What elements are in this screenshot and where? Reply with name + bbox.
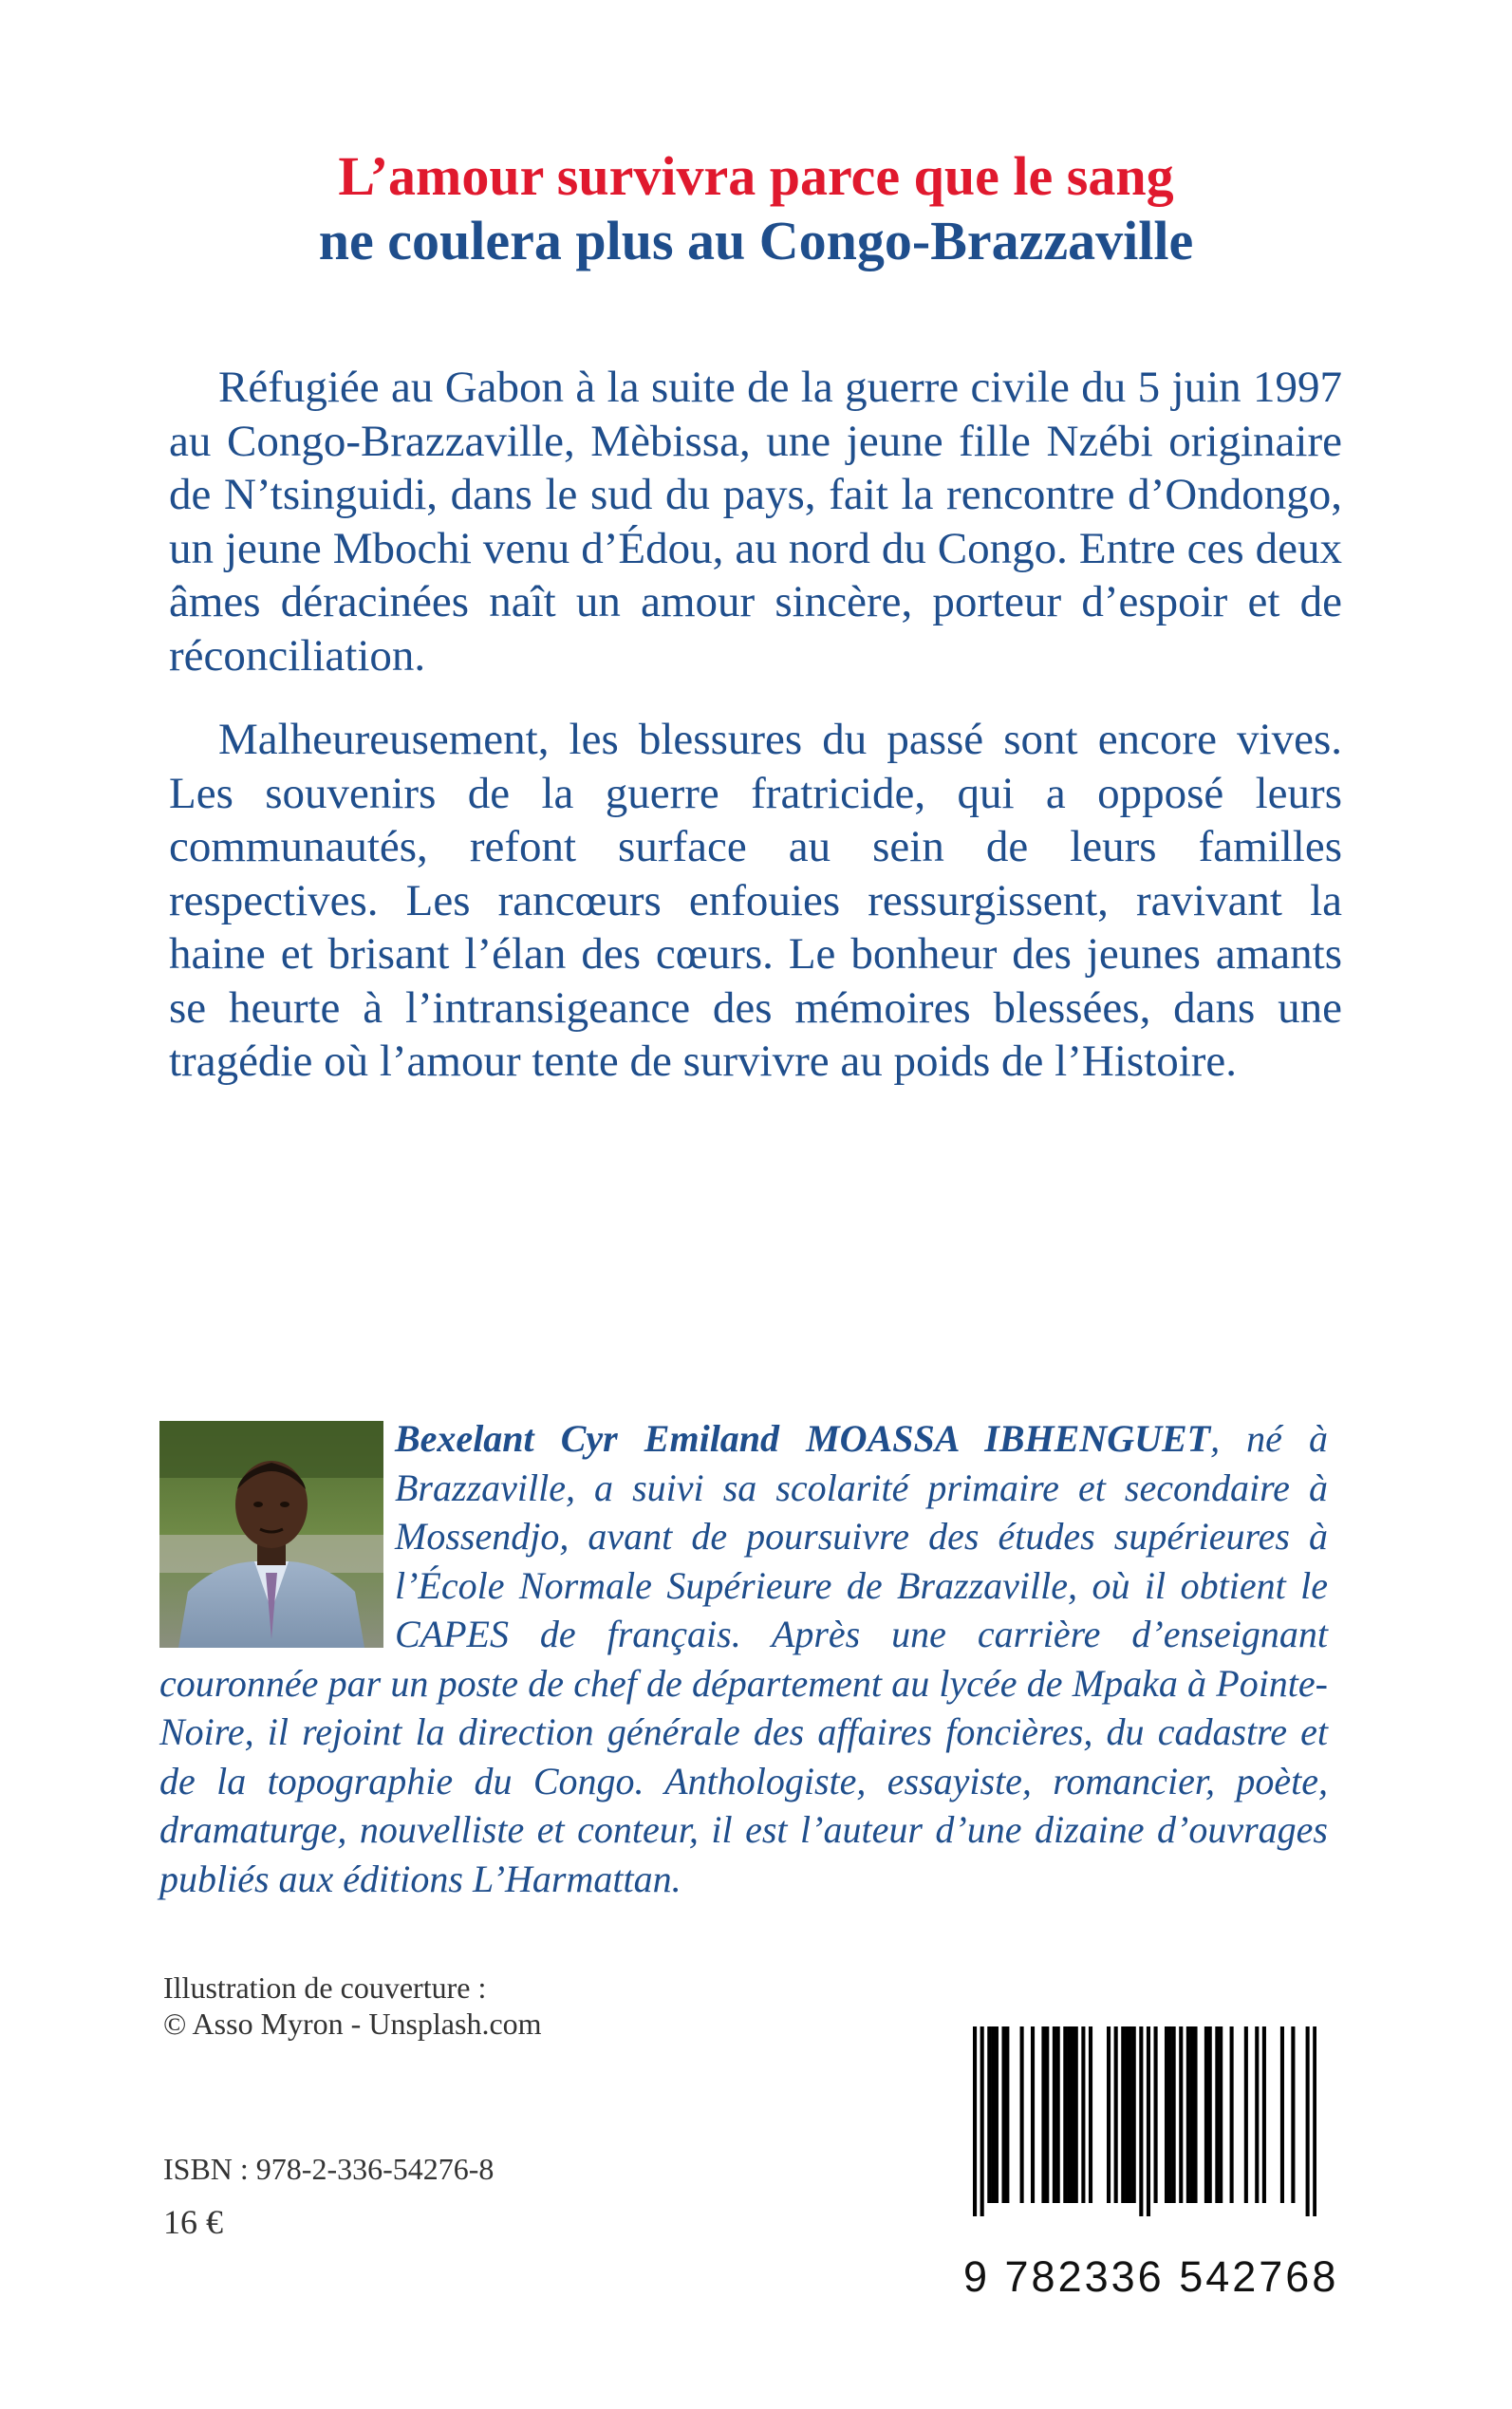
barcode-bar: [1045, 2026, 1049, 2203]
barcode-bar: [1001, 2026, 1005, 2203]
barcode-bar: [1125, 2026, 1129, 2203]
barcode-bar: [1154, 2026, 1158, 2203]
barcode-bar: [1031, 2026, 1035, 2203]
credits-line-1: Illustration de couverture :: [163, 1970, 487, 2005]
book-title-line-1: L’amour survivra parce que le sang: [338, 145, 1174, 207]
barcode-icon: [973, 2026, 1316, 2216]
barcode-bar: [1280, 2026, 1284, 2203]
barcode-bar: [1114, 2026, 1118, 2203]
barcode-bar: [1089, 2026, 1092, 2203]
barcode-bar: [1244, 2026, 1248, 2203]
barcode-bar: [1067, 2026, 1071, 2203]
book-title: [0, 144, 1512, 273]
credits-line-2: © Asso Myron - Unsplash.com: [163, 2007, 542, 2041]
isbn: ISBN : 978-2-336-54276-8: [163, 2152, 495, 2186]
barcode-bar: [1168, 2026, 1172, 2203]
book-title-line-2: ne coulera plus au Congo-Brazzaville: [318, 210, 1194, 271]
barcode-bar: [1121, 2026, 1125, 2203]
author-bio-body: , né à Brazzaville, a suivi sa scolarité primaire et secondaire à Mossendjo, avant de poursuivre des études supérieures à l’École Normale Supérieure de Brazzaville, où il obtient le CAPES de français. Après une carrière d’enseignant couronnée par un poste de chef de département au lycée de Mpaka à Pointe-Noire, il rejoint la direction générale des affaires foncières, du cadastre et de la topographie du Congo. Anthologiste, essayiste, romancier, poète, dramaturge, nouvelliste et conteur, il est l’auteur d’une dizaine d’ouvrages publiés aux éditions L’Harmattan.: [159, 1417, 1328, 1900]
barcode-bar: [1186, 2026, 1190, 2203]
barcode-bar: [1147, 2026, 1150, 2216]
barcode-bar: [1291, 2026, 1295, 2203]
barcode-bar: [1063, 2026, 1067, 2203]
barcode-bar: [1172, 2026, 1176, 2203]
barcode-bar: [1215, 2026, 1219, 2203]
author-name: Bexelant Cyr Emiland MOASSA IBHENGUET: [395, 1417, 1211, 1460]
barcode-bar: [1190, 2026, 1194, 2203]
barcode-bar: [973, 2026, 977, 2216]
barcode-bar: [1071, 2026, 1074, 2203]
barcode: [963, 2017, 1339, 2301]
price: 16 €: [163, 2203, 223, 2241]
barcode-bar: [1074, 2026, 1078, 2203]
barcode-bar: [1056, 2026, 1060, 2203]
barcode-bar: [980, 2026, 984, 2216]
barcode-bar: [1193, 2026, 1197, 2203]
cover-credits: [163, 1970, 542, 2042]
barcode-bar: [1219, 2026, 1223, 2203]
barcode-bar: [1313, 2026, 1316, 2216]
barcode-bar: [1053, 2026, 1056, 2203]
author-photo-spacer: [159, 1414, 395, 1652]
barcode-bar: [1081, 2026, 1085, 2203]
barcode-bar: [1020, 2026, 1024, 2203]
barcode-bar: [1179, 2026, 1183, 2203]
author-bio: [159, 1414, 1328, 1903]
barcode-bar: [1165, 2026, 1168, 2203]
barcode-bar: [1208, 2026, 1212, 2203]
barcode-bar: [1129, 2026, 1132, 2203]
synopsis-paragraph-1: Réfugiée au Gabon à la suite de la guerre civile du 5 juin 1997 au Congo-Brazzaville, Mèbissa, une jeune fille Nzébi originaire de N’tsinguidi, dans le sud du pays, fait la rencontre d’Ondongo, un jeune Mbochi venu d’Édou, au nord du Congo. Entre ces deux âmes déracinées naît un amour sincère, porteur d’espoir et de réconciliation.: [169, 363, 1342, 681]
barcode-digits: 9 782336 542768: [963, 2252, 1339, 2301]
barcode-bar: [1041, 2026, 1045, 2203]
synopsis: [169, 361, 1342, 1089]
barcode-bar: [1132, 2026, 1136, 2203]
synopsis-paragraph-2: Malheureusement, les blessures du passé sont encore vives. Les souvenirs de la guerre fratricide, qui a opposé leurs communautés, refont surface au sein de leurs familles respectives. Les rancœurs enfouies ressurgissent, ravivant la haine et brisant l’élan des cœurs. Le bonheur des jeunes amants se heurte à l’intransigeance des mémoires blessées, dans une tragédie où l’amour tente de survivre au poids de l’Histoire.: [169, 715, 1342, 1086]
barcode-bar: [1262, 2026, 1266, 2203]
barcode-bar: [1306, 2026, 1310, 2216]
barcode-bar: [991, 2026, 995, 2203]
barcode-bar: [1139, 2026, 1143, 2216]
barcode-bar: [1204, 2026, 1208, 2203]
barcode-bar: [995, 2026, 999, 2203]
barcode-bar: [987, 2026, 991, 2203]
barcode-bar: [1255, 2026, 1259, 2203]
barcode-bar: [1005, 2026, 1009, 2203]
barcode-bar: [1107, 2026, 1111, 2203]
barcode-bar: [1230, 2026, 1234, 2203]
